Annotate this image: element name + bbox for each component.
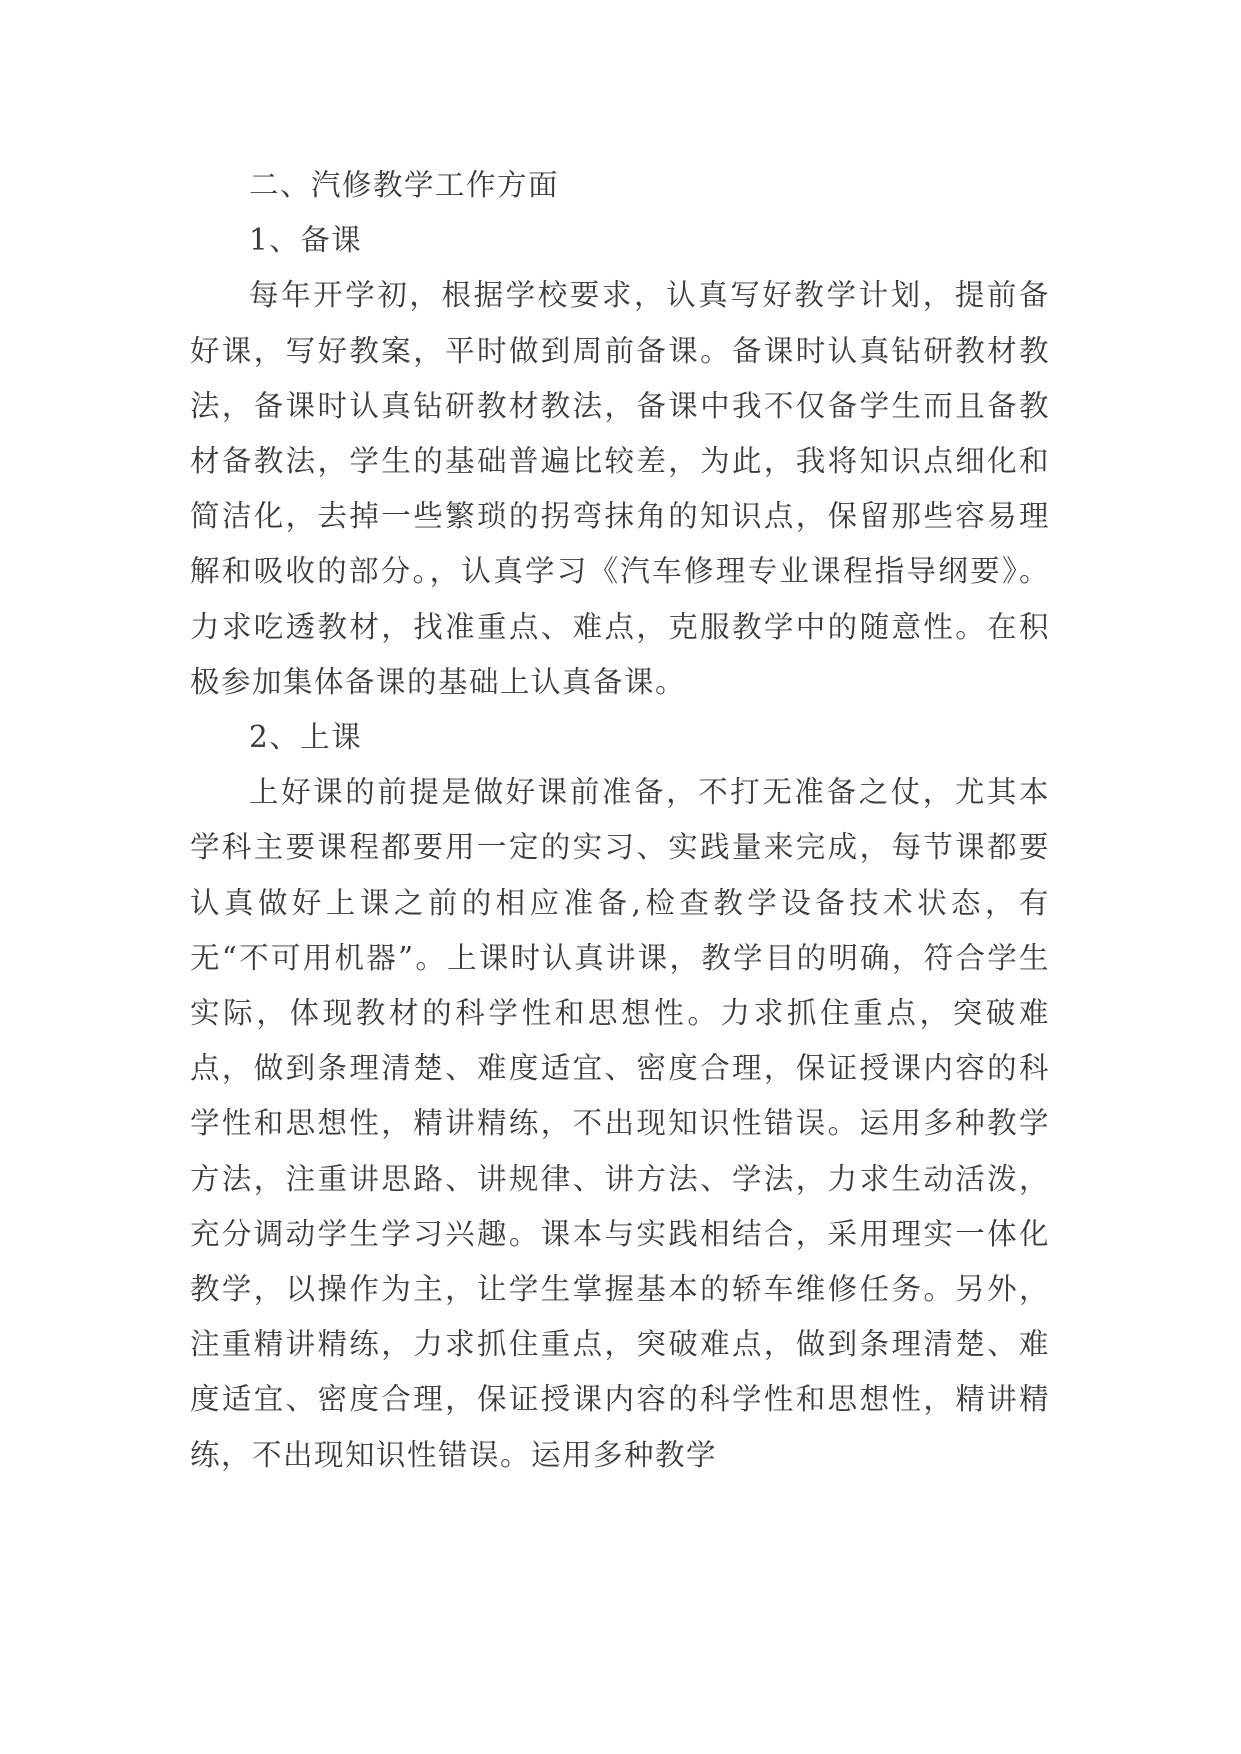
subsection-heading-lesson-prep: 1、备课 [249, 223, 363, 258]
paragraph-teaching: 上好课的前提是做好课前准备，不打无准备之仗，尤其本学科主要课程都要用一定的实习、实践量来完成，每节课都要认真做好上课之前的相应准备,检查教学设备技术状态，有无“不可用机器”。上课时认真讲课，教学目的明确，符合学生实际，体现教材的科学性和思想性。力求抓住重点，突破难点，做到条理清楚、难度适宜、密度合理，保证授课内容的科学性和思想性，精讲精练，不出现知识性错误。运用多种教学方法，注重讲思路、讲规律、讲方法、学法，力求生动活泼，充分调动学生学习兴趣。课本与实践相结合，采用理实一体化教学，以操作为主，让学生掌握基本的轿车维修任务。另外，注重精讲精练，力求抓住重点，突破难点，做到条理清楚、难度适宜、密度合理，保证授课内容的科学性和思想性，精讲精练，不出现知识性错误。运用多种教学 [190, 775, 1050, 1472]
section-heading: 二、汽修教学工作方面 [249, 168, 560, 202]
document-body [190, 158, 1050, 1483]
paragraph-lesson-prep: 每年开学初，根据学校要求，认真写好教学计划，提前备好课，写好教案，平时做到周前备课。备课时认真钻研教材教法，备课时认真钻研教材教法，备课中我不仅备学生而且备教材备教法，学生的基础普遍比较差，为此，我将知识点细化和简洁化，去掉一些繁琐的拐弯抹角的知识点，保留那些容易理解和吸收的部分。，认真学习《汽车修理专业课程指导纲要》。力求吃透教材，找准重点、难点，克服教学中的随意性。在积极参加集体备课的基础上认真备课。 [190, 278, 1050, 699]
subsection-heading-teaching: 2、上课 [249, 720, 363, 755]
